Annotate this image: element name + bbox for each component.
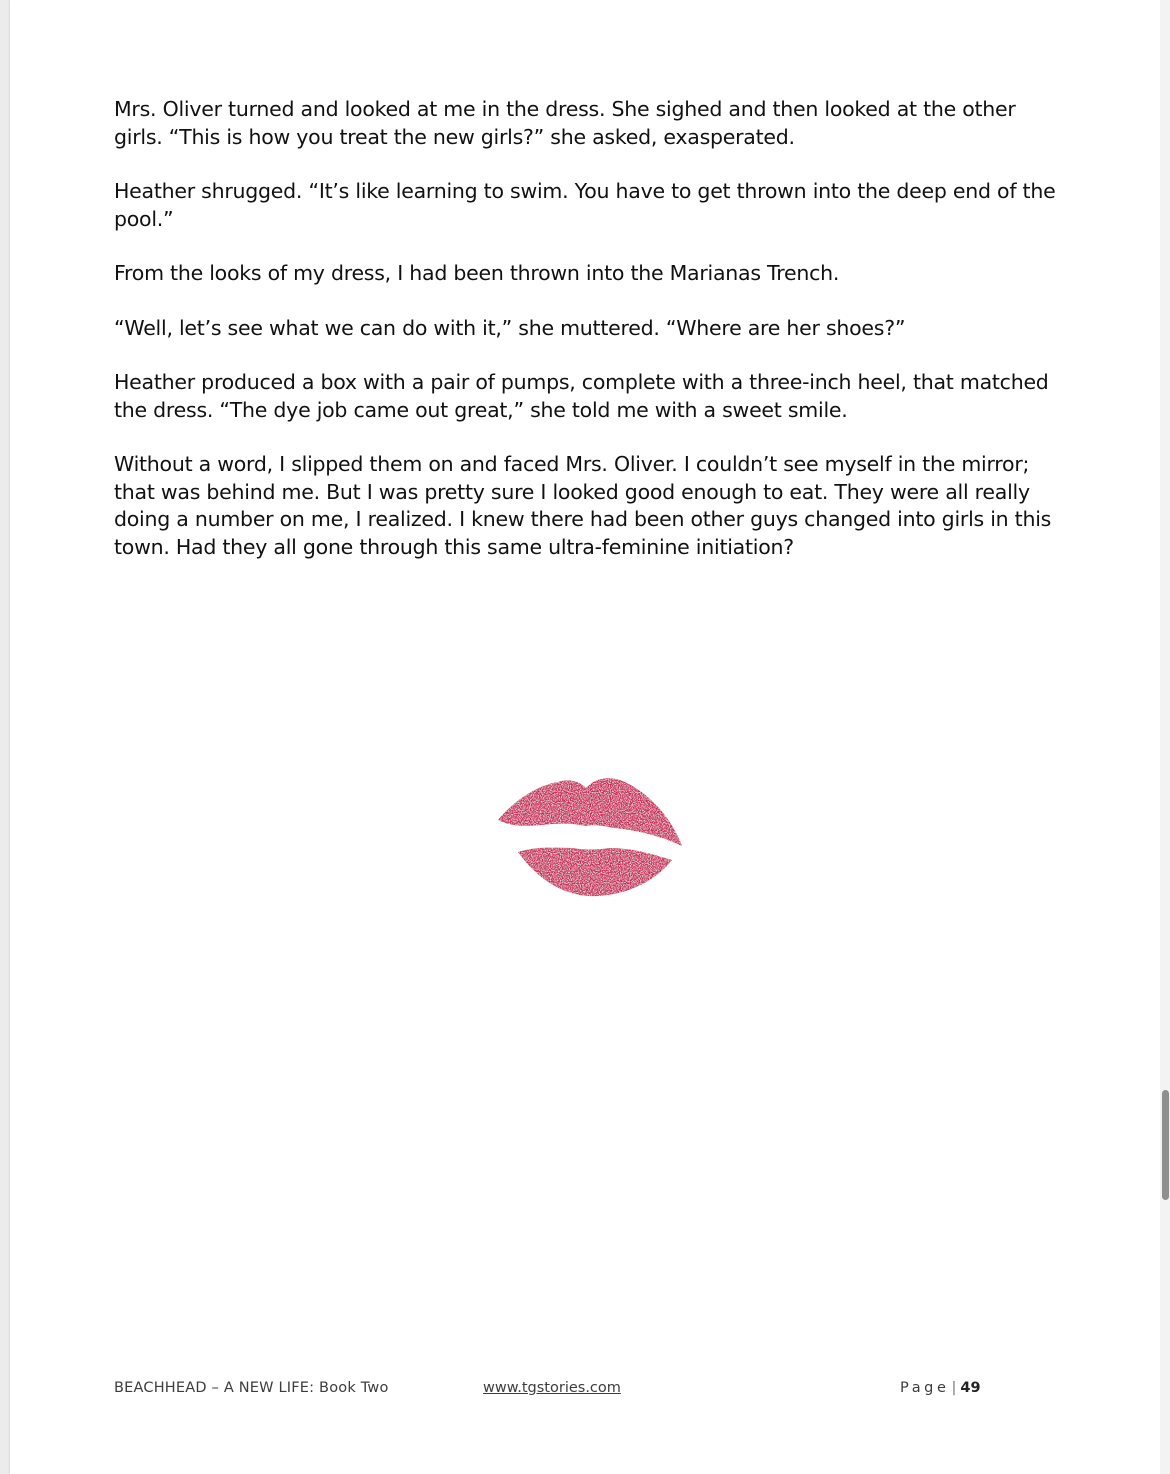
page-body	[114, 96, 1064, 588]
page-number: 49	[960, 1380, 981, 1396]
paragraph: Mrs. Oliver turned and looked at me in the dress. She sighed and then looked at the other girls. “This is how you treat the new girls?” she asked, exasperated.	[114, 97, 1016, 149]
paragraph: Heather shrugged. “It’s like learning to swim. You have to get thrown into the deep end of the pool.”	[114, 179, 1056, 231]
paragraph: “Well, let’s see what we can do with it,” she muttered. “Where are her shoes?”	[114, 315, 906, 340]
lipstick-kiss-icon	[486, 768, 686, 902]
document-page	[10, 0, 1160, 1474]
page-separator: |	[951, 1380, 957, 1396]
vertical-scrollbar[interactable]	[1160, 0, 1170, 1474]
scrollbar-thumb[interactable]	[1162, 1090, 1169, 1200]
paragraph: Heather produced a box with a pair of pumps, complete with a three-inch heel, that matched the dress. “The dye job came out great,” she told me with a sweet smile.	[114, 370, 1049, 422]
paragraph: Without a word, I slipped them on and faced Mrs. Oliver. I couldn’t see myself in the mirror; that was behind me. But I was pretty sure I looked good enough to eat. They were all really doing a number on me, I realized. I knew there had been other guys changed into girls in this town. Had they all gone through this same ultra-feminine initiation?	[114, 452, 1052, 559]
page-footer	[10, 1380, 1160, 1402]
lower-lip	[518, 848, 672, 896]
footer-page-indicator	[900, 1380, 981, 1396]
upper-lip	[498, 778, 682, 846]
footer-book-title: BEACHHEAD – A NEW LIFE: Book Two	[114, 1380, 389, 1396]
footer-website-link[interactable]: www.tgstories.com	[483, 1380, 621, 1396]
paragraph: From the looks of my dress, I had been thrown into the Marianas Trench.	[114, 261, 840, 285]
page-label: Page	[900, 1380, 950, 1396]
